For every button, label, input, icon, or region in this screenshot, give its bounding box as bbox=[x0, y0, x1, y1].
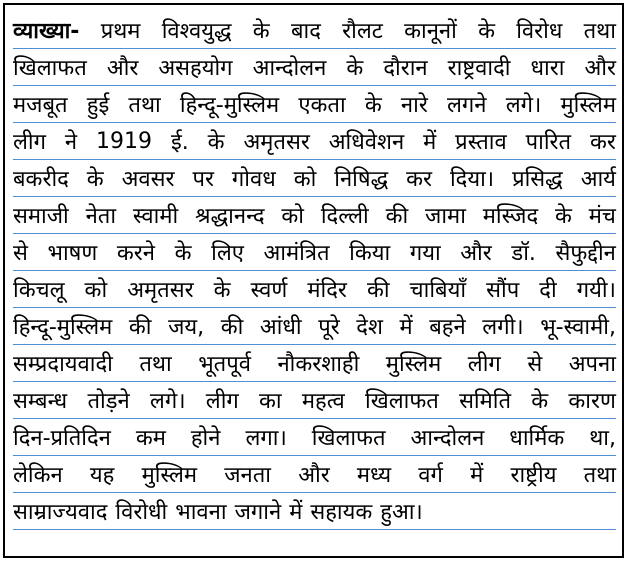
word: के bbox=[478, 19, 495, 44]
text-line bbox=[13, 345, 616, 382]
word: विश्वयुद्ध bbox=[161, 19, 232, 44]
word: करने bbox=[116, 241, 155, 266]
word: लगने bbox=[447, 93, 487, 118]
word: के bbox=[207, 130, 225, 155]
word: अवसर bbox=[121, 167, 175, 192]
word: गयी। bbox=[576, 278, 616, 303]
word: जनता bbox=[224, 463, 272, 488]
word: के bbox=[86, 167, 104, 192]
word: धार्मिक bbox=[509, 426, 565, 451]
word: मध्य bbox=[356, 463, 392, 488]
word: सैफुद्दीन bbox=[555, 241, 616, 266]
text-line bbox=[13, 49, 616, 86]
word: मंदिर bbox=[307, 278, 347, 303]
word: की bbox=[367, 278, 390, 303]
word: में bbox=[289, 500, 303, 525]
word: लीग bbox=[467, 352, 501, 377]
word: यह bbox=[89, 463, 115, 488]
word: हुआ। bbox=[380, 500, 423, 525]
word: प्रस्ताव bbox=[455, 130, 507, 155]
word: एकता bbox=[298, 93, 346, 118]
text-line bbox=[13, 160, 616, 197]
word: हुई bbox=[86, 93, 110, 118]
text-line bbox=[13, 382, 616, 419]
word: भूतपूर्व bbox=[198, 352, 251, 377]
word: के bbox=[213, 278, 231, 303]
word: समिति bbox=[459, 389, 512, 414]
word: में bbox=[423, 130, 437, 155]
word: हिन्दू-मुस्लिम bbox=[13, 315, 113, 340]
word: जय, bbox=[168, 315, 205, 340]
word: पर bbox=[192, 167, 214, 192]
word: सम्प्रदायवादी bbox=[13, 352, 113, 377]
word: स्वर्ण bbox=[250, 278, 288, 303]
word: सहायक bbox=[310, 500, 373, 525]
word: को bbox=[293, 167, 317, 192]
word: डॉ. bbox=[511, 241, 536, 266]
word: की bbox=[220, 315, 244, 340]
word: दिन-प्रतिदिन bbox=[13, 426, 111, 451]
word: अपना bbox=[568, 352, 616, 377]
word: भाषण bbox=[47, 241, 98, 266]
word: निषिद्ध bbox=[334, 167, 389, 192]
word: रौलट bbox=[342, 19, 383, 44]
word: लगे। bbox=[505, 93, 542, 118]
word: जगाने bbox=[234, 500, 282, 525]
word: कारण bbox=[568, 389, 616, 414]
word: से bbox=[13, 241, 28, 266]
word: पारित bbox=[525, 130, 572, 155]
word: में bbox=[399, 315, 413, 340]
word: की bbox=[385, 204, 409, 229]
word: कर bbox=[406, 167, 433, 192]
word: नौकरशाही bbox=[277, 352, 360, 377]
word: लगी। bbox=[482, 315, 524, 340]
word: को bbox=[84, 278, 108, 303]
word: अमृतसर bbox=[243, 130, 310, 155]
word: सम्बन्ध bbox=[13, 389, 68, 414]
word: राष्ट्रीय bbox=[510, 463, 557, 488]
word: चाबियाँ bbox=[409, 278, 467, 303]
word: जामा bbox=[425, 204, 466, 229]
word: का bbox=[259, 389, 282, 414]
word: समाजी bbox=[13, 204, 69, 229]
word: गोवध bbox=[231, 167, 276, 192]
word: से bbox=[527, 352, 543, 377]
word: भावना bbox=[175, 500, 227, 525]
text-line bbox=[13, 197, 616, 234]
word: धारा bbox=[530, 56, 565, 81]
word: दौरान bbox=[383, 56, 428, 81]
text-line bbox=[13, 123, 616, 160]
word: बकरीद bbox=[13, 167, 69, 192]
word: खिलाफत bbox=[13, 56, 87, 81]
word: गया bbox=[409, 241, 441, 266]
word: तथा bbox=[139, 352, 172, 377]
word: विरोध bbox=[516, 19, 563, 44]
explanation-box bbox=[3, 3, 624, 558]
word: लेकिन bbox=[13, 463, 63, 488]
word: नेता bbox=[85, 204, 117, 229]
word: और bbox=[460, 241, 492, 266]
word: के bbox=[174, 241, 192, 266]
word: आंधी bbox=[259, 315, 302, 340]
word: अमृतसर bbox=[127, 278, 194, 303]
word: विरोधी bbox=[115, 500, 168, 525]
word: के bbox=[252, 19, 270, 44]
word: हिन्दू-मुस्लिम bbox=[179, 93, 280, 118]
explanation-text bbox=[13, 12, 616, 530]
word: सौंप bbox=[486, 278, 520, 303]
word: के bbox=[364, 93, 382, 118]
word: खिलाफत bbox=[365, 389, 439, 414]
heading-label: व्याख्या- bbox=[13, 19, 80, 44]
word: राष्ट्रवादी bbox=[447, 56, 511, 81]
word: साम्राज्यवाद bbox=[13, 500, 108, 525]
text-line bbox=[13, 456, 616, 493]
word: और bbox=[298, 463, 330, 488]
text-line bbox=[13, 493, 616, 530]
word: महत्व bbox=[301, 389, 345, 414]
word: को bbox=[281, 204, 305, 229]
word: ने bbox=[64, 130, 78, 155]
word: दिया। bbox=[449, 167, 495, 192]
word: के bbox=[555, 204, 572, 229]
word: लीग bbox=[205, 389, 239, 414]
word: मुस्लिम bbox=[385, 352, 442, 377]
word: मुस्लिम bbox=[560, 93, 616, 118]
word: की bbox=[128, 315, 152, 340]
word: श्रद्धानन्द bbox=[195, 204, 265, 229]
word: नारे bbox=[400, 93, 428, 118]
word: लिए bbox=[211, 241, 244, 266]
word: ई. bbox=[170, 130, 189, 155]
word: के bbox=[346, 56, 364, 81]
word: स्वामी bbox=[132, 204, 179, 229]
word: अधिवेशन bbox=[328, 130, 405, 155]
word: तथा bbox=[583, 463, 616, 488]
word: आन्दोलन bbox=[410, 426, 485, 451]
word: किया bbox=[349, 241, 391, 266]
word: आन्दोलन bbox=[252, 56, 327, 81]
text-line bbox=[13, 271, 616, 308]
text-line bbox=[13, 419, 616, 456]
word: था, bbox=[589, 426, 616, 451]
word: खिलाफत bbox=[311, 426, 386, 451]
word: और bbox=[584, 56, 616, 81]
word: मुस्लिम bbox=[141, 463, 198, 488]
word: आर्य bbox=[580, 167, 616, 192]
word: बाद bbox=[290, 19, 321, 44]
text-line bbox=[13, 86, 616, 123]
word: तथा bbox=[128, 93, 161, 118]
word: वर्ग bbox=[418, 463, 443, 488]
word: बहने bbox=[429, 315, 466, 340]
word: और bbox=[106, 56, 139, 81]
word: 1919 bbox=[96, 128, 153, 154]
word: प्रथम bbox=[100, 19, 141, 44]
word: तथा bbox=[583, 19, 616, 44]
word: भू-स्वामी, bbox=[540, 315, 616, 340]
word: मस्जिद bbox=[482, 204, 539, 229]
word: देश bbox=[356, 315, 383, 340]
word: लीग bbox=[13, 130, 47, 155]
word: दी bbox=[539, 278, 557, 303]
word: कर bbox=[589, 130, 616, 155]
word: कानूनों bbox=[404, 19, 457, 44]
word: के bbox=[531, 389, 549, 414]
word: मंच bbox=[588, 204, 616, 229]
word: मजबूत bbox=[13, 93, 68, 118]
word: तोड़ने bbox=[87, 389, 130, 414]
word: होने bbox=[190, 426, 221, 451]
word: आमंत्रित bbox=[263, 241, 330, 266]
word: में bbox=[470, 463, 484, 488]
word: लगा। bbox=[245, 426, 287, 451]
word: कम bbox=[135, 426, 166, 451]
word: असहयोग bbox=[158, 56, 233, 81]
word: दिल्ली bbox=[320, 204, 369, 229]
word: प्रसिद्ध bbox=[512, 167, 563, 192]
word: लगे। bbox=[149, 389, 186, 414]
word: किचलू bbox=[13, 278, 65, 303]
text-line bbox=[13, 308, 616, 345]
text-line bbox=[13, 234, 616, 271]
word: पूरे bbox=[318, 315, 340, 340]
text-line bbox=[13, 12, 616, 49]
